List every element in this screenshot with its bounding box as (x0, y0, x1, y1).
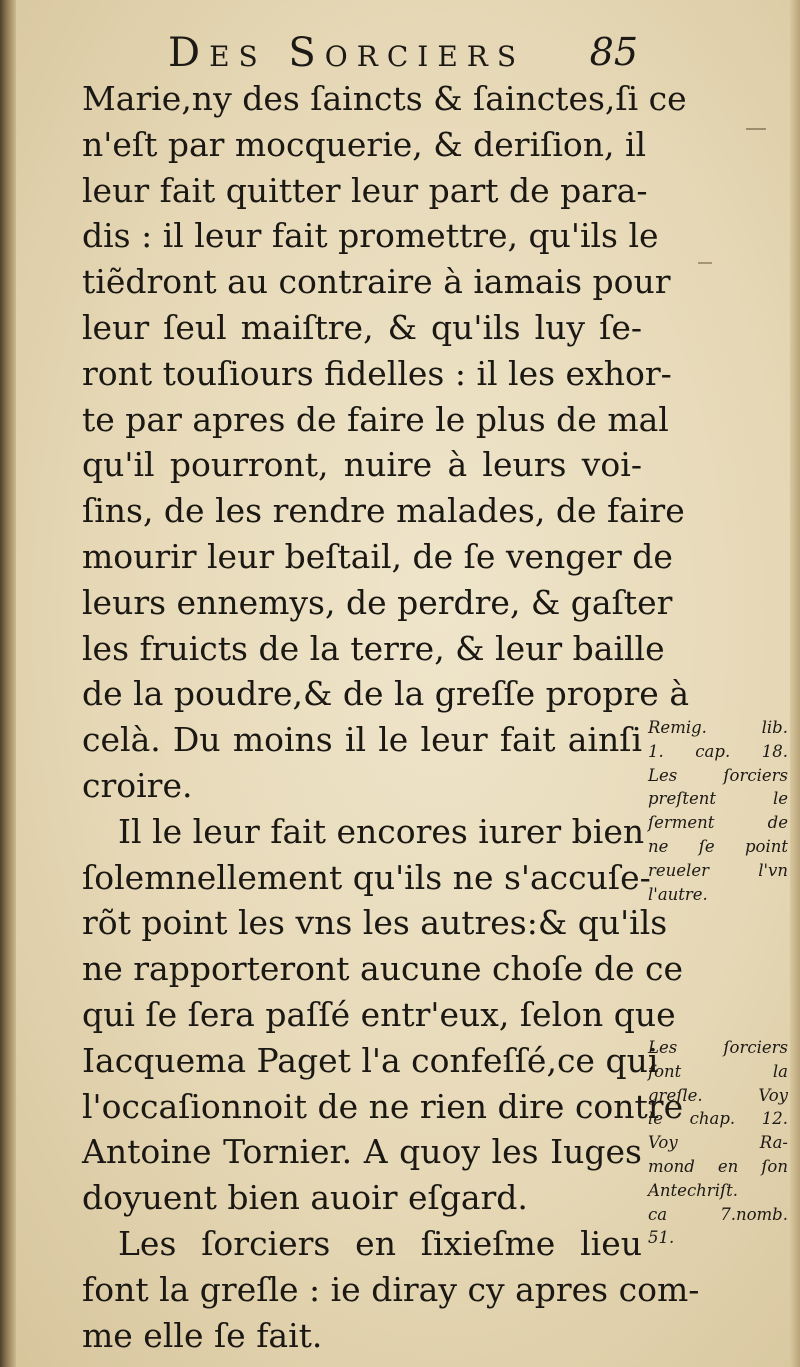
note-line: greſle. Voy (648, 1085, 788, 1105)
text-line: leurs ennemys, de perdre, & gaſter (82, 582, 673, 622)
text-line: ront touſiours fidelles : il les exhor- (82, 353, 672, 393)
note-line: Remig. lib. (648, 718, 788, 737)
text-line: Marie,ny des ſaincts & ſainctes,ſi ce (82, 79, 687, 118)
note-line: Les ſorciers (648, 765, 788, 785)
note-line: 51. (648, 1228, 675, 1248)
note-line: Voy Ra- (648, 1133, 788, 1153)
text-line: qu'il pourront, nuire à leurs voi- (82, 445, 642, 485)
text-line: leur fait quitter leur part de para- (82, 170, 648, 210)
note-line: ſerment de (648, 813, 788, 833)
text-line: celà. Du moins il le leur fait ainſi (82, 720, 642, 760)
text-line: Les ſorciers en ſixieſme lieu (118, 1223, 642, 1263)
text-line: les fruicts de la terre, & leur baille (82, 628, 665, 668)
note-line: reueler l'vn (648, 860, 788, 880)
ink-mark (698, 262, 712, 264)
ink-mark (746, 128, 766, 130)
text-line: l'occaſionnoit de ne rien dire contre (82, 1086, 684, 1126)
text-line: n'eſt par mocquerie, & deriſion, il (82, 124, 647, 164)
text-line: croire. (82, 765, 193, 805)
binding-gutter (0, 0, 16, 1367)
text-line: qui ſe ſera paſſé entr'eux, ſelon que (82, 994, 676, 1034)
text-line: dis : il leur fait promettre, qu'ils le (82, 216, 659, 256)
note-line: le chap. 12. (648, 1109, 788, 1129)
note-line: 1. cap. 18. (648, 741, 788, 761)
note-line: ne ſe point (648, 836, 788, 856)
note-line: preſtent le (648, 789, 788, 809)
note-line: l'autre. (648, 884, 708, 904)
text-line: Iacquema Paget l'a confeſſé,ce qui (82, 1040, 659, 1080)
text-line: leur ſeul maiſtre, & qu'ils luy ſe- (82, 307, 642, 347)
note-line: mond en ſon (648, 1156, 788, 1176)
text-line: Il le leur fait encores iurer bien (118, 811, 645, 851)
text-line: me elle ſe fait. (82, 1315, 323, 1355)
text-line: doyuent bien auoir eſgard. (82, 1178, 528, 1218)
text-line: de la poudre,& de la greſſe propre à (82, 674, 689, 714)
page-number: 85 (589, 30, 638, 74)
running-head-title: Des Sorciers (168, 30, 526, 76)
text-line: ne rapporteront aucune choſe de ce (82, 949, 683, 989)
note-line: Antechriſt. (648, 1180, 738, 1200)
text-line: rõt point les vns les autres:& qu'ils (82, 903, 668, 943)
text-line: tiẽdront au contraire à iamais pour (82, 262, 671, 302)
marginal-note (648, 716, 796, 906)
text-line: mourir leur beſtail, de ſe venger de (82, 536, 673, 576)
note-line: Les ſorciers (648, 1038, 788, 1057)
text-line: ſins, de les rendre malades, de faire (82, 491, 685, 531)
text-line: ſolemnellement qu'ils ne s'accuſe- (82, 857, 651, 897)
text-line: te par apres de faire le plus de mal (82, 399, 669, 439)
note-line: font la (648, 1061, 788, 1081)
marginal-note (648, 1036, 796, 1250)
text-line: Antoine Tornier. A quoy les Iuges (82, 1132, 642, 1172)
note-line: ca 7.nomb. (648, 1204, 788, 1224)
running-head (168, 30, 638, 80)
text-line: font la greſle : ie diray cy apres com- (82, 1269, 700, 1309)
